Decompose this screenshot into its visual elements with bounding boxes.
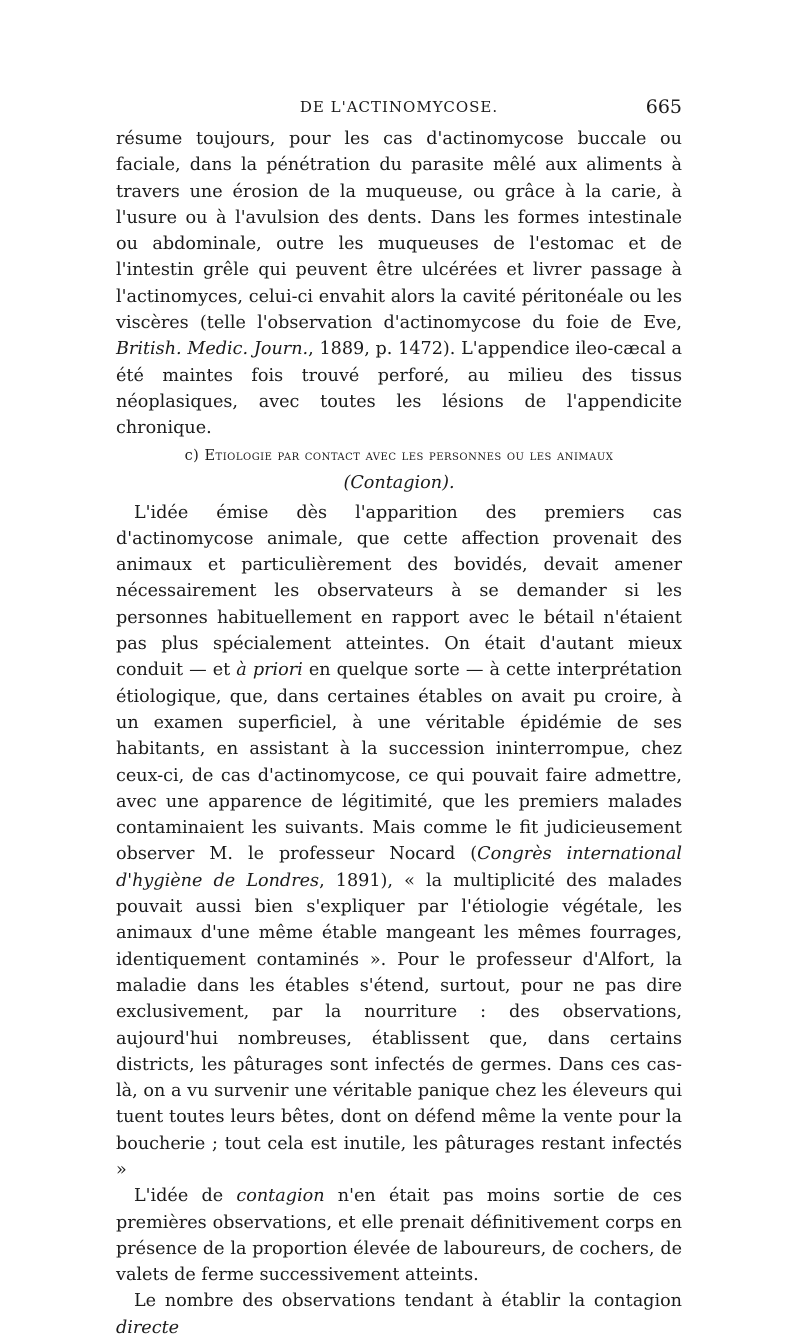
- emphasis-directe: directe: [116, 1317, 180, 1338]
- paragraph-2: [116, 500, 682, 1184]
- paragraph-1: [116, 126, 682, 442]
- running-title: DE L'ACTINOMYCOSE.: [299, 98, 499, 116]
- emphasis-contagion: contagion: [236, 1186, 325, 1207]
- paragraph-3: [116, 1183, 682, 1288]
- page-header: [116, 98, 682, 124]
- page-number: 665: [645, 96, 682, 118]
- citation-congres-londres: Congrès international d'hygiène de Londres: [116, 844, 682, 891]
- emphasis-a-priori: à priori: [236, 660, 303, 681]
- section-subtitle: [116, 470, 682, 496]
- paragraph-2-text-b: en quelque sorte — à cette interprétation étiologique, que, dans certaines étables on avait pu croire, à un examen superficiel, à une véritable épidémie de ses habitants, en assistant à la succession ininterrompue, chez ceux-ci, de cas d'actinomycose, ce qui pouvait faire admettre, avec une apparence de légitimité, que les premiers malades contaminaient les suivants. Mais comme le fit judicieusement observer M. le professeur Nocard (: [116, 660, 683, 865]
- section-heading: [116, 444, 682, 468]
- paragraph-1-text-b: , 1889, p. 1472). L'appendice ileo-cæcal a été maintes fois trouvé perforé, au milieu des tissus néoplasiques, avec toutes les lésions de l'appendicite chronique.: [116, 339, 682, 439]
- paragraph-4-text-a: Le nombre des observations tendant à établir la contagion: [134, 1291, 682, 1312]
- paragraph-4: [116, 1288, 682, 1341]
- paragraph-2-text-c: , 1891), « la multiplicité des malades pouvait aussi bien s'expliquer par l'étiologie végétale, les animaux d'une même étable mangeant les mêmes fourrages, identiquement contaminés ». Pour le professeur d'Alfort, la maladie dans les étables s'étend, surtout, pour ne pas dire exclusivement, par la nourriture : des observations, aujourd'hui nombreuses, établissent que, dans certains districts, les pâturages sont infectés de germes. Dans ces cas-là, on a vu survenir une véritable panique chez les éleveurs qui tuent toutes leurs bêtes, dont on défend même la vente pour la boucherie ; tout cela est inutile, les pâturages restant infectés »: [116, 870, 682, 1180]
- citation-british-medic-journ: British. Medic. Journ.: [116, 339, 309, 360]
- section-title: Etiologie par contact avec les personnes ou les animaux: [204, 447, 614, 464]
- section-subtitle-text: (Contagion).: [343, 472, 455, 493]
- paragraph-2-text-a: L'idée émise dès l'apparition des premiers cas d'actinomycose animale, que cette affection provenait des animaux et particulièrement des bovidés, devait amener nécessairement les observateurs à se demander si les personnes habituellement en rapport avec le bétail n'étaient pas plus spécialement atteintes. On était d'autant mieux conduit — et: [116, 502, 682, 681]
- paragraph-3-text-b: n'en était pas moins sortie de ces premières observations, et elle prenait définitivement corps en présence de la proportion élevée de laboureurs, de cochers, de valets de ferme successivement atteints.: [116, 1186, 682, 1286]
- section-label: c): [184, 447, 205, 464]
- paragraph-3-text-a: L'idée de: [134, 1186, 237, 1207]
- paragraph-1-text-a: résume toujours, pour les cas d'actinomycose buccale ou faciale, dans la pénétration du parasite mêlé aux aliments à travers une érosion de la muqueuse, ou grâce à la carie, à l'usure ou à l'avulsion des dents. Dans les formes intestinale ou abdominale, outre les muqueuses de l'estomac et de l'intestin grêle qui peuvent être ulcérées et livrer passage à l'actinomyces, celui-ci envahit alors la cavité péritonéale ou les viscères (telle l'observation d'actinomycose du foie de Eve,: [116, 129, 682, 334]
